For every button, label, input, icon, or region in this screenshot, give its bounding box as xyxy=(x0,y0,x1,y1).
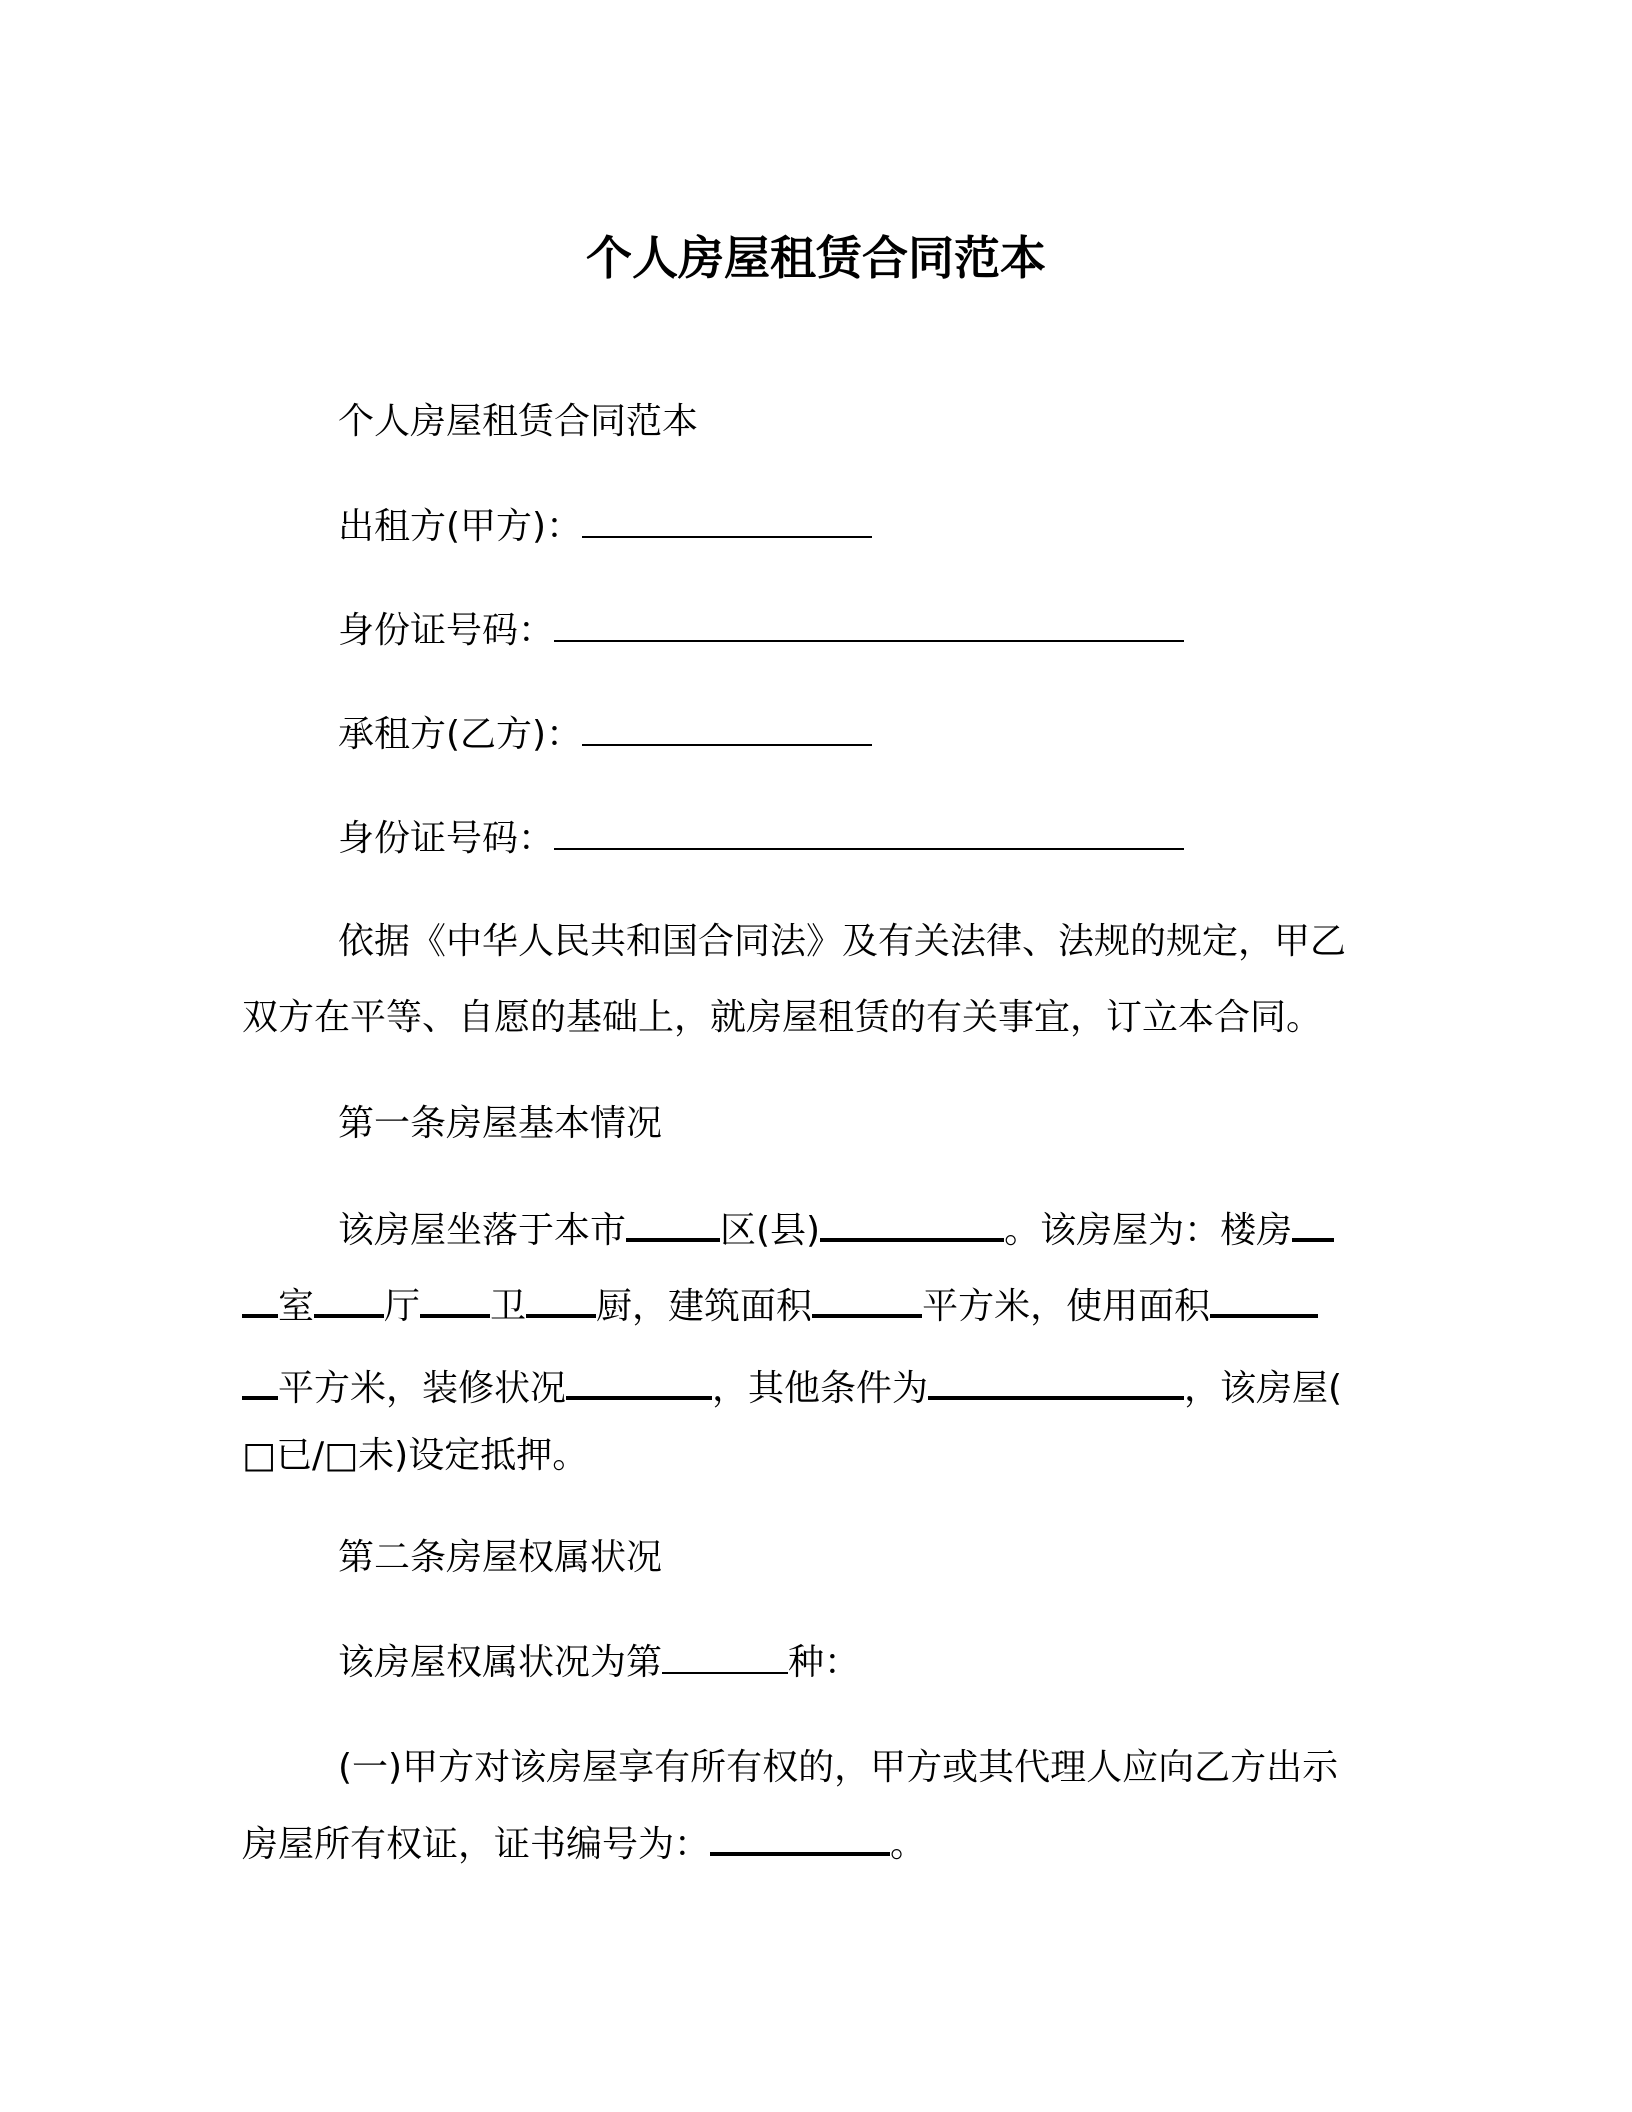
district-text: 区(县) xyxy=(720,1210,821,1251)
lessor-line xyxy=(338,498,1378,554)
article1-line-3 xyxy=(242,1358,1392,1414)
sqm-text-2: 平方米，装修状况 xyxy=(278,1368,567,1409)
lessee-name-blank[interactable] xyxy=(582,706,872,746)
kitchen-count-blank[interactable] xyxy=(526,1276,596,1318)
other-conditions-text: ，其他条件为 xyxy=(712,1368,929,1409)
certificate-end: 。 xyxy=(890,1824,927,1865)
lessee-id-label: 身份证号码： xyxy=(338,818,555,859)
decoration-blank[interactable] xyxy=(566,1358,712,1400)
usable-area-blank[interactable] xyxy=(1210,1276,1318,1318)
certificate-number-blank[interactable] xyxy=(710,1814,890,1856)
lessee-label: 承租方(乙方)： xyxy=(338,714,583,755)
hall-count-blank[interactable] xyxy=(314,1276,384,1318)
room-count-blank[interactable] xyxy=(242,1276,278,1318)
lessee-line xyxy=(338,706,1378,762)
ownership-type-suffix: 种： xyxy=(788,1642,861,1683)
lessor-id-line xyxy=(338,602,1378,658)
preamble-line-2: 双方在平等、自愿的基础上，就房屋租赁的有关事宜，订立本合同。 xyxy=(242,997,1323,1038)
lessor-name-blank[interactable] xyxy=(582,498,872,538)
lessee-id-blank[interactable] xyxy=(554,810,1184,850)
kitchen-text: 厨，建筑面积 xyxy=(596,1286,813,1327)
building-area-blank[interactable] xyxy=(812,1276,922,1318)
lessor-id-label: 身份证号码： xyxy=(338,610,555,651)
location-text: 该房屋坐落于本市 xyxy=(338,1210,627,1251)
ownership-type-blank[interactable] xyxy=(662,1634,788,1674)
article1-heading: 第一条房屋基本情况 xyxy=(338,1103,663,1144)
document-title: 个人房屋租赁合同范本 xyxy=(586,231,1046,285)
usable-area-blank-cont[interactable] xyxy=(242,1358,278,1400)
mortgage-line: □已/□未)设定抵押。 xyxy=(242,1435,589,1476)
building-blank[interactable] xyxy=(1292,1200,1334,1242)
district-blank[interactable] xyxy=(626,1200,720,1242)
lessor-id-blank[interactable] xyxy=(554,602,1184,642)
ownership-item1-line-2 xyxy=(242,1814,1392,1870)
ownership-type-line xyxy=(338,1634,1378,1690)
article1-line-2 xyxy=(242,1276,1392,1332)
subtitle: 个人房屋租赁合同范本 xyxy=(338,401,699,442)
lessee-id-line xyxy=(338,810,1378,866)
ownership-item1-line-1: (一)甲方对该房屋享有所有权的，甲方或其代理人应向乙方出示 xyxy=(338,1747,1339,1788)
other-conditions-blank[interactable] xyxy=(928,1358,1184,1400)
bath-count-blank[interactable] xyxy=(420,1276,490,1318)
room-text: 室 xyxy=(278,1286,315,1327)
hall-text: 厅 xyxy=(384,1286,421,1327)
bath-text: 卫 xyxy=(490,1286,527,1327)
lessor-label: 出租方(甲方)： xyxy=(338,506,583,547)
address-blank[interactable] xyxy=(820,1200,1004,1242)
article1-line-1 xyxy=(338,1200,1378,1256)
preamble-line-1: 依据《中华人民共和国合同法》及有关法律、法规的规定，甲乙 xyxy=(338,921,1347,962)
house-text: ，该房屋( xyxy=(1184,1368,1343,1409)
article2-heading: 第二条房屋权属状况 xyxy=(338,1537,663,1578)
certificate-label: 房屋所有权证，证书编号为： xyxy=(242,1824,711,1865)
ownership-type-prefix: 该房屋权属状况为第 xyxy=(338,1642,663,1683)
sqm-text-1: 平方米，使用面积 xyxy=(922,1286,1211,1327)
house-type-text: 。该房屋为：楼房 xyxy=(1004,1210,1293,1251)
